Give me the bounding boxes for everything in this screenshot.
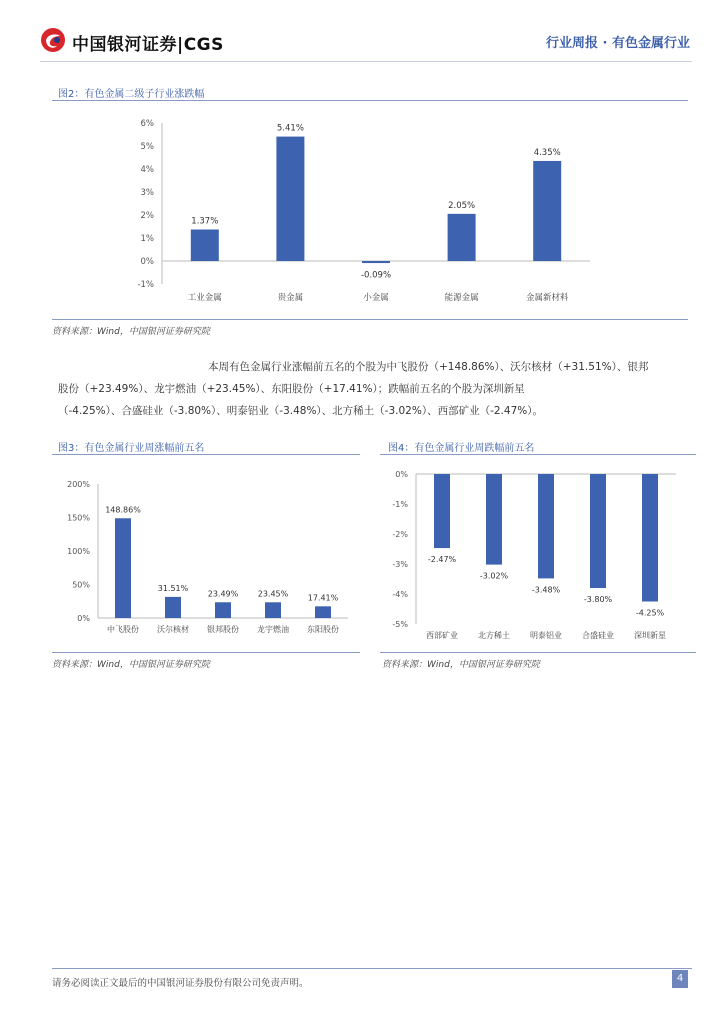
y-tick-label: 0%	[77, 614, 90, 623]
y-tick-label: 0%	[395, 470, 408, 479]
y-tick-label: 100%	[67, 547, 90, 556]
fig3-title: 图3：有色金属行业周涨幅前五名	[58, 443, 205, 454]
bar	[191, 229, 219, 261]
data-label: 4.35%	[533, 147, 561, 158]
data-label: -3.02%	[479, 571, 509, 581]
fig4-top-rule	[380, 454, 696, 455]
y-tick-label: -5%	[392, 620, 408, 629]
bar	[590, 474, 606, 588]
category-label: 龙宇燃油	[257, 625, 289, 634]
category-label: 工业金属	[187, 293, 222, 303]
category-label: 北方稀土	[478, 631, 510, 640]
y-tick-label: 5%	[140, 142, 154, 152]
bar	[315, 606, 331, 618]
y-tick-label: 2%	[140, 211, 154, 221]
data-label: 23.45%	[257, 589, 289, 599]
data-label: -2.47%	[427, 555, 457, 565]
fig3-chart	[52, 470, 360, 650]
page-header	[0, 0, 724, 60]
data-label: 5.41%	[276, 123, 304, 134]
bar	[362, 261, 390, 263]
category-label: 金属新材料	[525, 293, 569, 303]
category-label: 合盛硅业	[582, 631, 614, 640]
category-label: 深圳新星	[634, 631, 666, 640]
data-label: -3.48%	[531, 585, 561, 595]
data-label: -4.25%	[635, 608, 665, 618]
category-label: 银邦股份	[207, 625, 239, 634]
footer-divider	[52, 968, 692, 969]
y-tick-label: -2%	[392, 530, 408, 539]
data-label: -3.80%	[583, 595, 613, 604]
fig4-title: 图4：有色金属行业周跌幅前五名	[388, 443, 535, 454]
fig2-bottom-rule	[52, 319, 688, 320]
bar	[434, 474, 450, 548]
fig4-bottom-rule	[380, 652, 696, 653]
y-tick-label: -3%	[392, 560, 408, 569]
fig3-top-rule	[52, 454, 360, 455]
y-tick-label: -1%	[137, 280, 154, 290]
bar	[642, 474, 658, 602]
bar	[533, 161, 561, 261]
report-type: 行业周报 · 有色金属行业	[546, 36, 690, 51]
y-tick-label: 6%	[140, 119, 154, 129]
bar	[165, 597, 181, 618]
y-tick-label: 200%	[67, 480, 90, 489]
fig2-title: 图2：有色金属二级子行业涨跌幅	[58, 89, 205, 100]
bar	[276, 137, 304, 261]
bar	[115, 518, 131, 618]
category-label: 西部矿业	[426, 631, 458, 640]
fig3-bottom-rule	[52, 652, 360, 653]
data-label: -0.09%	[360, 270, 392, 281]
data-label: 2.05%	[448, 200, 476, 211]
fig2-chart	[52, 108, 688, 318]
category-label: 贵金属	[277, 293, 304, 303]
data-label: 17.41%	[307, 593, 339, 603]
y-tick-label: -4%	[392, 590, 408, 599]
brand-name: 中国银河证券|CGS	[72, 35, 224, 55]
bar	[448, 214, 476, 261]
category-label: 明泰铝业	[530, 631, 562, 640]
y-tick-label: 150%	[67, 513, 90, 523]
y-tick-label: 1%	[140, 234, 154, 244]
category-label: 中飞股份	[107, 625, 139, 634]
y-tick-label: 4%	[140, 165, 154, 175]
bar	[265, 602, 281, 618]
y-tick-label: 0%	[140, 257, 154, 267]
category-label: 沃尔核材	[157, 625, 189, 634]
footer-disclaimer: 请务必阅读正文最后的中国银河证券股份有限公司免责声明。	[52, 978, 309, 989]
y-tick-label: 50%	[72, 580, 90, 590]
category-label: 东阳股份	[307, 625, 339, 634]
fig3-source: 资料来源：Wind，中国银河证券研究院	[52, 660, 210, 670]
data-label: 23.49%	[207, 589, 239, 599]
category-label: 小金属	[363, 293, 389, 303]
fig2-top-rule	[52, 100, 688, 101]
summary-line-2: 股份（+23.49%）、龙宇燃油（+23.45%）、东阳股份（+17.41%）；跌幅前五名的个股为深圳新星	[58, 383, 525, 395]
page-number: 4	[672, 970, 688, 988]
data-label: 1.37%	[191, 216, 219, 227]
cgs-logo-icon	[40, 27, 66, 53]
bar	[538, 474, 554, 578]
bar	[215, 602, 231, 618]
y-tick-label: 3%	[140, 188, 154, 198]
data-label: 148.86%	[105, 505, 141, 515]
y-tick-label: -1%	[392, 500, 408, 509]
summary-line-1: 本周有色金属行业涨幅前五名的个股为中飞股份（+148.86%）、沃尔核材（+31.51%）、银邦	[208, 361, 649, 373]
fig4-source: 资料来源：Wind，中国银河证券研究院	[382, 660, 540, 670]
fig2-source: 资料来源：Wind，中国银河证券研究院	[52, 327, 210, 337]
summary-line-3: （-4.25%）、合盛硅业（-3.80%）、明泰铝业（-3.48%）、北方稀土（-3.02%）、西部矿业（-2.47%）。	[58, 405, 543, 417]
fig4-chart	[380, 460, 696, 650]
header-divider	[40, 61, 692, 62]
category-label: 能源金属	[444, 293, 479, 303]
bar	[486, 474, 502, 565]
data-label: 31.51%	[157, 583, 189, 593]
